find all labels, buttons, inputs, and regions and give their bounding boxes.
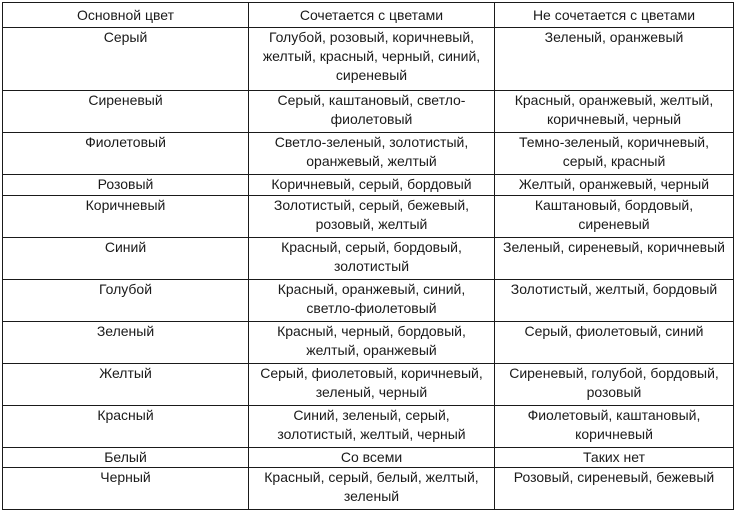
cell-base-color: Желтый	[3, 364, 249, 406]
table-row	[3, 406, 734, 448]
cell-mismatches: Красный, оранжевый, желтый, коричневый, черный	[495, 91, 734, 133]
cell-mismatches: Желтый, оранжевый, черный	[495, 175, 734, 196]
cell-matches: Серый, каштановый, светло-фиолетовый	[249, 91, 495, 133]
cell-matches: Красный, оранжевый, синий, светло-фиолетовый	[249, 280, 495, 322]
cell-mismatches: Таких нет	[495, 448, 734, 468]
cell-base-color: Фиолетовый	[3, 133, 249, 175]
cell-base-color: Зеленый	[3, 322, 249, 364]
cell-matches: Красный, серый, белый, желтый, зеленый	[249, 468, 495, 510]
cell-base-color: Розовый	[3, 175, 249, 196]
cell-mismatches: Зеленый, сиреневый, коричневый	[495, 238, 734, 280]
cell-mismatches: Фиолетовый, каштановый, коричневый	[495, 406, 734, 448]
table-row	[3, 322, 734, 364]
cell-matches: Голубой, розовый, коричневый, желтый, красный, черный, синий, сиреневый	[249, 28, 495, 91]
table-row	[3, 364, 734, 406]
header-mismatches: Не сочетается с цветами	[495, 3, 734, 28]
table-row	[3, 91, 734, 133]
header-row	[3, 3, 734, 28]
cell-mismatches: Серый, фиолетовый, синий	[495, 322, 734, 364]
table-row	[3, 468, 734, 510]
cell-matches: Красный, черный, бордовый, желтый, оранжевый	[249, 322, 495, 364]
table-body	[3, 28, 734, 510]
table-row	[3, 175, 734, 196]
cell-base-color: Серый	[3, 28, 249, 91]
cell-base-color: Белый	[3, 448, 249, 468]
cell-matches: Красный, серый, бордовый, золотистый	[249, 238, 495, 280]
header-matches: Сочетается с цветами	[249, 3, 495, 28]
cell-mismatches: Зеленый, оранжевый	[495, 28, 734, 91]
table-row	[3, 448, 734, 468]
cell-matches: Со всеми	[249, 448, 495, 468]
cell-base-color: Сиреневый	[3, 91, 249, 133]
table-row	[3, 28, 734, 91]
cell-mismatches: Золотистый, желтый, бордовый	[495, 280, 734, 322]
cell-base-color: Коричневый	[3, 196, 249, 238]
cell-base-color: Красный	[3, 406, 249, 448]
cell-mismatches: Темно-зеленый, коричневый, серый, красный	[495, 133, 734, 175]
cell-mismatches: Каштановый, бордовый, сиреневый	[495, 196, 734, 238]
table-row	[3, 133, 734, 175]
cell-matches: Синий, зеленый, серый, золотистый, желтый, черный	[249, 406, 495, 448]
cell-matches: Коричневый, серый, бордовый	[249, 175, 495, 196]
header-base-color: Основной цвет	[3, 3, 249, 28]
cell-matches: Серый, фиолетовый, коричневый, зеленый, черный	[249, 364, 495, 406]
cell-mismatches: Сиреневый, голубой, бордовый, розовый	[495, 364, 734, 406]
cell-matches: Светло-зеленый, золотистый, оранжевый, желтый	[249, 133, 495, 175]
cell-mismatches: Розовый, сиреневый, бежевый	[495, 468, 734, 510]
color-combination-table	[2, 2, 734, 510]
cell-matches: Золотистый, серый, бежевый, розовый, желтый	[249, 196, 495, 238]
cell-base-color: Черный	[3, 468, 249, 510]
cell-base-color: Синий	[3, 238, 249, 280]
cell-base-color: Голубой	[3, 280, 249, 322]
table-row	[3, 238, 734, 280]
table-row	[3, 196, 734, 238]
table-row	[3, 280, 734, 322]
